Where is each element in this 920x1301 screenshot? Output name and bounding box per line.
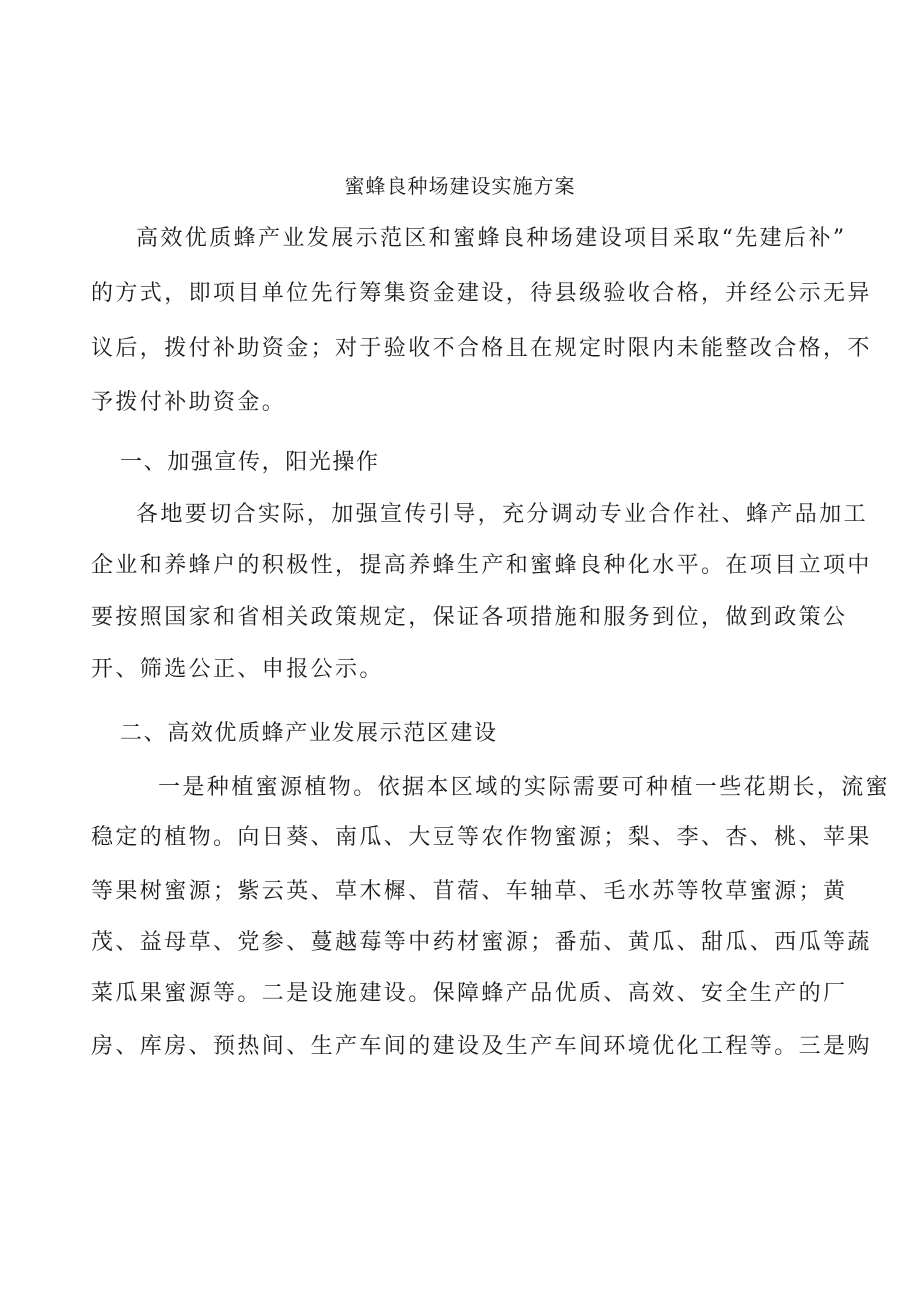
section-2-line-3: 等果树蜜源；紫云英、草木樨、苜蓿、车轴草、毛水苏等牧草蜜源；黄 bbox=[91, 879, 848, 904]
document-title: 蜜蜂良种场建设实施方案 bbox=[344, 174, 576, 198]
intro-line-4: 予拨付补助资金。 bbox=[91, 390, 287, 415]
section-1-heading: 一、加强宣传，阳光操作 bbox=[120, 450, 380, 475]
section-1-line-1: 各地要切合实际，加强宣传引导，充分调动专业合作社、蜂产品加工 bbox=[136, 502, 869, 527]
section-2-heading: 二、高效优质蜂产业发展示范区建设 bbox=[120, 721, 498, 746]
intro-line-2: 的方式，即项目单位先行筹集资金建设，待县级验收合格，并经公示无异 bbox=[91, 281, 872, 306]
section-2-line-5: 菜瓜果蜜源等。二是设施建设。保障蜂产品优质、高效、安全生产的厂 bbox=[91, 981, 848, 1006]
section-2-line-2: 稳定的植物。向日葵、南瓜、大豆等农作物蜜源；梨、李、杏、桃、苹果 bbox=[91, 825, 872, 850]
section-1-line-3: 要按照国家和省相关政策规定，保证各项措施和服务到位，做到政策公 bbox=[91, 605, 848, 630]
section-2-line-4: 茂、益母草、党参、蔓越莓等中药材蜜源；番茄、黄瓜、甜瓜、西瓜等蔬 bbox=[91, 930, 872, 955]
intro-line-1: 高效优质蜂产业发展示范区和蜜蜂良种场建设项目采取“先建后补” bbox=[136, 226, 847, 251]
section-2-line-1: 一是种植蜜源植物。依据本区域的实际需要可种植一些花期长，流蜜 bbox=[158, 775, 891, 800]
section-1-line-2: 企业和养蜂户的积极性，提高养蜂生产和蜜蜂良种化水平。在项目立项中 bbox=[91, 553, 872, 578]
section-1-line-4: 开、筛选公正、申报公示。 bbox=[91, 657, 384, 682]
intro-line-3: 议后，拨付补助资金；对于验收不合格且在规定时限内未能整改合格，不 bbox=[91, 336, 872, 361]
section-2-line-6: 房、库房、预热间、生产车间的建设及生产车间环境优化工程等。三是购 bbox=[91, 1034, 872, 1059]
